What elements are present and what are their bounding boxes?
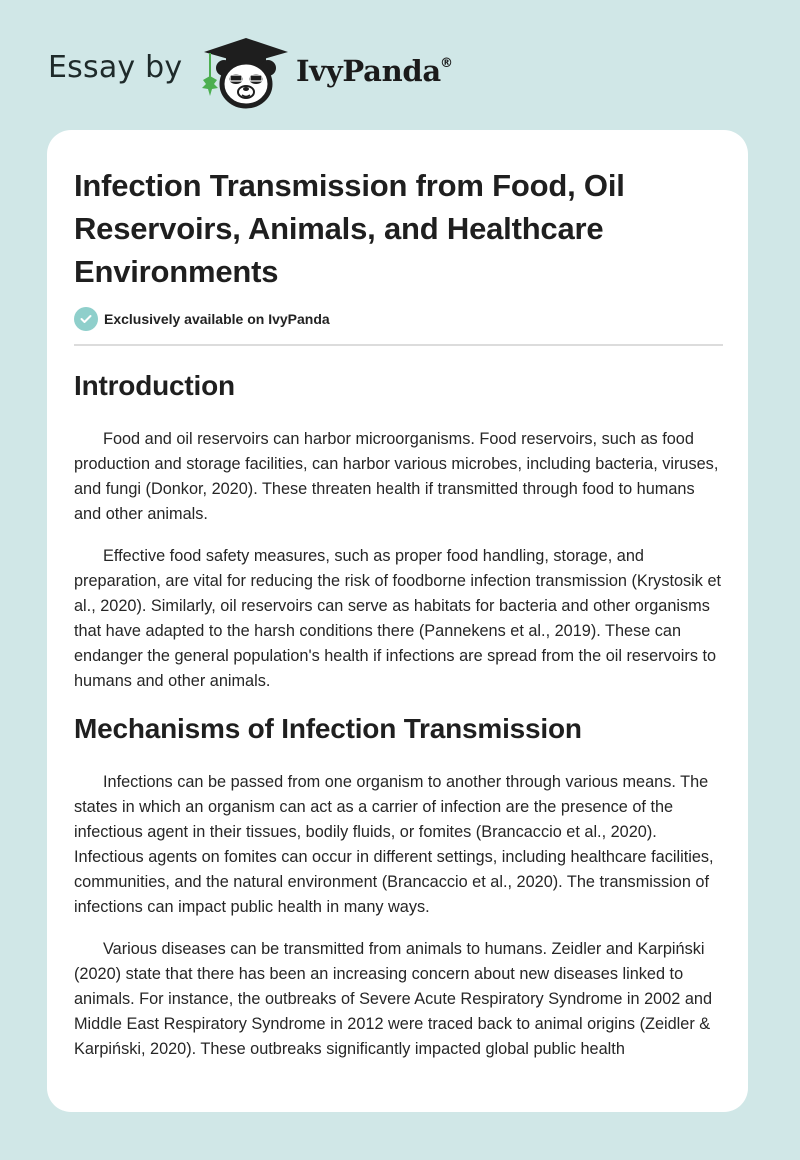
paragraph: Infections can be passed from one organism to another through various means. The states in which an organism can act as a carrier of infection are the presence of the infectious agent in their tissues, bodily fluids, or fomites (Brancaccio et al., 2020). Infectious agents on fomites can occur in different settings, including healthcare facilities, communities, and the natural environment (Brancaccio et al., 2020). The transmission of infections can impact public health in many ways. [74,773,714,916]
divider [74,344,723,346]
brand-name[interactable]: IvyPanda [296,54,441,88]
section-heading-mechanisms: Mechanisms of Infection Transmission [74,713,582,744]
check-circle-icon [74,307,98,331]
exclusive-badge [74,307,330,331]
essay-by-label: Essay by [48,50,183,85]
page-title: Infection Transmission from Food, Oil Reservoirs, Animals, and Healthcare Environments [74,168,625,289]
paragraph: Food and oil reservoirs can harbor microorganisms. Food reservoirs, such as food production and storage facilities, can harbor various microbes, including bacteria, viruses, and fungi (Donkor, 2020). These threaten health if transmitted through food to humans and other animals. [74,430,719,523]
exclusive-label: Exclusively available on IvyPanda [104,311,330,327]
paragraph: Various diseases can be transmitted from animals to humans. Zeidler and Karpiński (2020) state that there has been an increasing concern about new diseases linked to animals. For instance, the outbreaks of Severe Acute Respiratory Syndrome in 2002 and Middle East Respiratory Syndrome in 2012 were traced back to animal origins (Zeidler & Karpiński, 2020). These outbreaks significantly impacted global public health [74,940,713,1058]
essay-card [47,130,748,1112]
paragraph: Effective food safety measures, such as proper food handling, storage, and preparation, are vital for reducing the risk of foodborne infection transmission (Krystosik et al., 2020). Similarly, oil reservoirs can serve as habitats for bacteria and other organisms that have adapted to the harsh conditions there (Pannekens et al., 2019). These can endanger the general population's health if infections are spread from the oil reservoirs to humans and other animals. [74,547,722,690]
panda-graduate-icon[interactable] [200,34,292,110]
site-header [0,0,800,130]
registered-mark: ® [440,56,453,71]
section-heading-introduction: Introduction [74,370,235,401]
